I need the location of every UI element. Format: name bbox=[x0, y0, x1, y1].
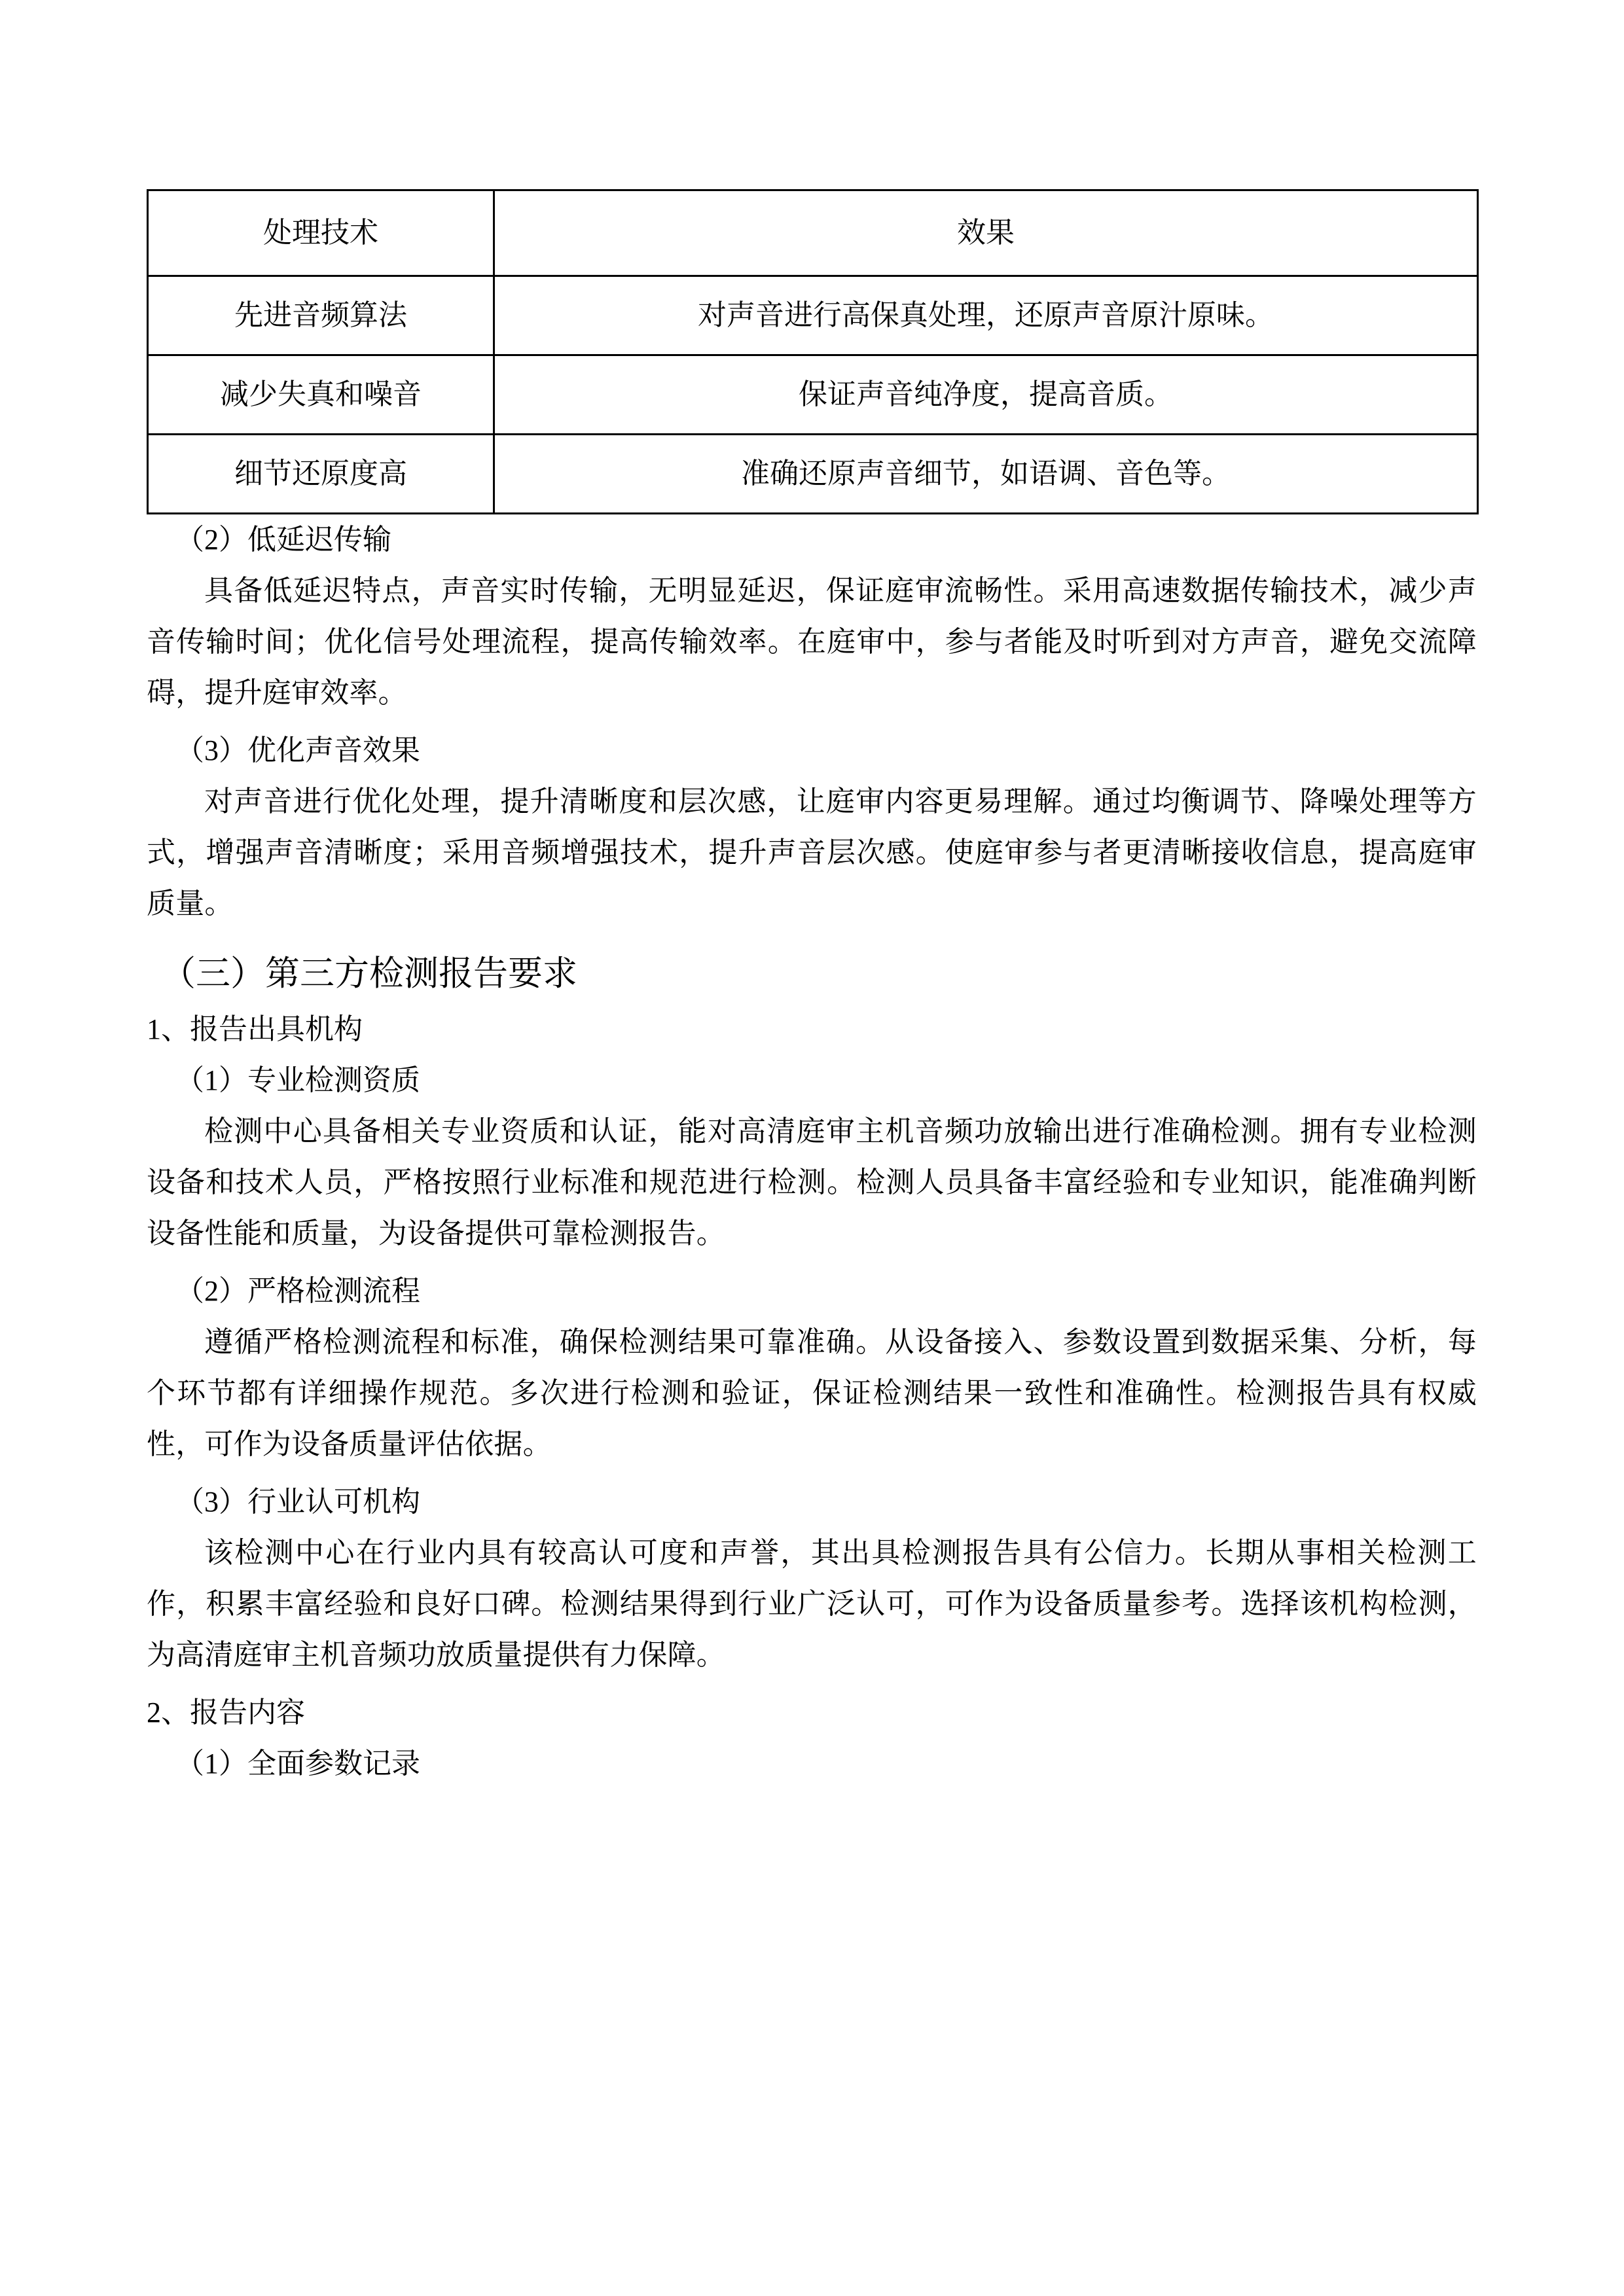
table-cell-technique: 细节还原度高 bbox=[148, 435, 494, 514]
spacer bbox=[147, 929, 1477, 944]
processing-technology-table bbox=[147, 189, 1479, 514]
table-row bbox=[148, 355, 1478, 435]
table-row bbox=[148, 276, 1478, 355]
subsection-paragraph-strict-process: 遵循严格检测流程和标准，确保检测结果可靠准确。从设备接入、参数设置到数据采集、分析，每个环节都有详细操作规范。多次进行检测和验证，保证检测结果一致性和准确性。检测报告具有权威性，可作为设备质量评估依据。 bbox=[147, 1326, 1477, 1460]
subsection-paragraph-professional-qualification: 检测中心具备相关专业资质和认证，能对高清庭审主机音频功放输出进行准确检测。拥有专业检测设备和技术人员，严格按照行业标准和规范进行检测。检测人员具备丰富经验和专业知识，能准确判断设备性能和质量，为设备提供可靠检测报告。 bbox=[147, 1115, 1477, 1249]
table-header-row bbox=[148, 190, 1478, 276]
spacer bbox=[147, 1259, 1477, 1266]
subsection-heading-professional-qualification: （1）专业检测资质 bbox=[175, 1064, 420, 1096]
subsection-heading-comprehensive-parameters: （1）全面参数记录 bbox=[175, 1748, 420, 1780]
table-row bbox=[148, 435, 1478, 514]
subsection-heading-strict-process: （2）严格检测流程 bbox=[175, 1275, 420, 1307]
table-cell-effect: 准确还原声音细节，如语调、音色等。 bbox=[494, 435, 1478, 514]
spacer bbox=[147, 719, 1477, 725]
section-paragraph-low-latency: 具备低延迟特点，声音实时传输，无明显延迟，保证庭审流畅性。采用高速数据传输技术，减少声音传输时间；优化信号处理流程，提高传输效率。在庭审中，参与者能及时听到对方声音，避免交流障碍，提升庭审效率。 bbox=[147, 575, 1477, 709]
spacer bbox=[147, 1681, 1477, 1687]
major-heading-third-party-report: （三）第三方检测报告要求 bbox=[161, 955, 577, 993]
spacer bbox=[147, 1470, 1477, 1477]
page-content bbox=[147, 189, 1477, 1789]
subsection-paragraph-industry-recognition: 该检测中心在行业内具有较高认可度和声誉，其出具检测报告具有公信力。长期从事相关检测工作，积累丰富经验和良好口碑。检测结果得到行业广泛认可，可作为设备质量参考。选择该机构检测，为高清庭审主机音频功放质量提供有力保障。 bbox=[147, 1537, 1477, 1671]
numbered-heading-issuing-organization: 1、报告出具机构 bbox=[147, 1013, 363, 1045]
table-cell-technique: 先进音频算法 bbox=[148, 276, 494, 355]
table-header-cell-technique: 处理技术 bbox=[148, 190, 494, 276]
section-heading-sound-optimization: （3）优化声音效果 bbox=[175, 734, 420, 766]
table-header-cell-effect: 效果 bbox=[494, 190, 1478, 276]
section-heading-low-latency: （2）低延迟传输 bbox=[175, 524, 391, 556]
section-paragraph-sound-optimization: 对声音进行优化处理，提升清晰度和层次感，让庭审内容更易理解。通过均衡调节、降噪处理等方式，增强声音清晰度；采用音频增强技术，提升声音层次感。使庭审参与者更清晰接收信息，提高庭审质量。 bbox=[147, 785, 1477, 920]
table-cell-effect: 对声音进行高保真处理，还原声音原汁原味。 bbox=[494, 276, 1478, 355]
table-cell-technique: 减少失真和噪音 bbox=[148, 355, 494, 435]
table-cell-effect: 保证声音纯净度，提高音质。 bbox=[494, 355, 1478, 435]
subsection-heading-industry-recognition: （3）行业认可机构 bbox=[175, 1486, 420, 1518]
numbered-heading-report-content: 2、报告内容 bbox=[147, 1696, 305, 1729]
